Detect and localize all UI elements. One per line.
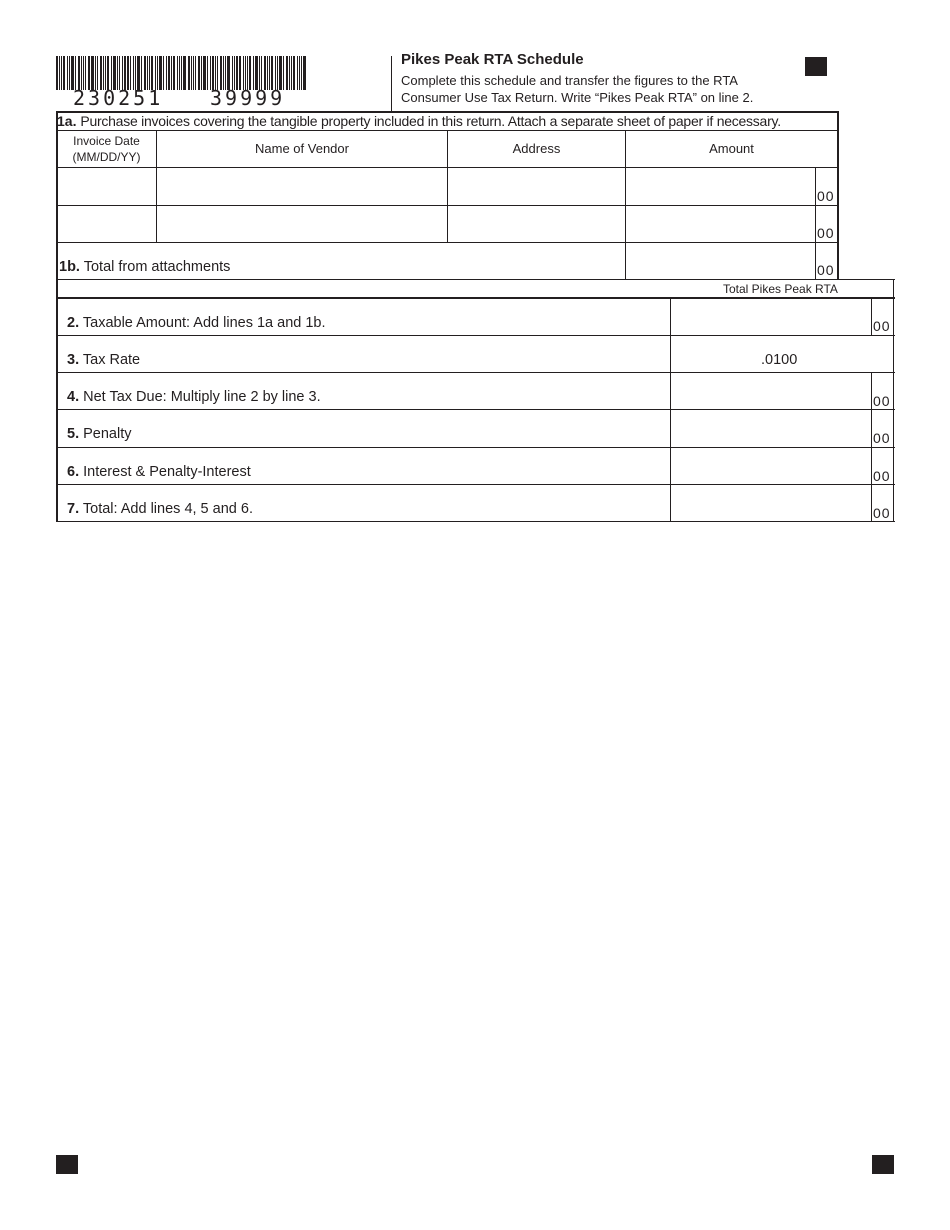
barcode-bar — [171, 56, 172, 90]
amount-field[interactable] — [627, 168, 814, 204]
line-label: Taxable Amount: Add lines 1a and 1b. — [82, 315, 326, 331]
barcode-bar — [155, 56, 156, 90]
barcode-bar — [81, 56, 82, 90]
barcode-bar — [75, 56, 76, 90]
barcode-bar — [275, 56, 276, 90]
registration-mark-bottom-left — [56, 1155, 78, 1174]
barcode-bar — [249, 56, 251, 90]
barcode-bar — [130, 56, 131, 90]
barcode-bar — [261, 56, 262, 90]
barcode-bar — [188, 56, 190, 90]
attachments-total-cents: 00 — [817, 262, 835, 278]
barcode-bar — [232, 56, 233, 90]
penalty-cents: 00 — [873, 430, 891, 446]
line-label: Net Tax Due: Multiply line 2 by line 3. — [83, 389, 321, 405]
registration-mark-top-right — [805, 57, 827, 76]
barcode-bar — [225, 56, 226, 90]
address-field[interactable] — [449, 168, 624, 204]
barcode-bar — [147, 56, 148, 90]
line-label: Total: Add lines 4, 5 and 6. — [82, 501, 253, 517]
invoice-date-format: (MM/DD/YY) — [72, 150, 141, 164]
instructions-line-1: Complete this schedule and transfer the figures to the RTA — [401, 73, 738, 88]
barcode-bar — [78, 56, 80, 90]
barcode-bar — [301, 56, 302, 90]
barcode-bar — [236, 56, 238, 90]
barcode-bar — [239, 56, 241, 90]
interest-field[interactable] — [672, 448, 870, 483]
barcode-bar — [135, 56, 136, 90]
schedule-title: Pikes Peak RTA Schedule — [401, 51, 584, 68]
vendor-name-field[interactable] — [158, 168, 446, 204]
barcode-bar — [181, 56, 182, 90]
instructions-line-2: Consumer Use Tax Return. Write “Pikes Peak RTA” on line 2. — [401, 89, 754, 105]
barcode-number-right: 39999 — [210, 86, 286, 110]
column-header-amount: Amount — [709, 141, 754, 156]
line-label: Interest & Penalty-Interest — [83, 464, 251, 480]
section-1a-label: 1a. — [57, 113, 77, 129]
barcode-bar — [245, 56, 246, 90]
barcode-bar — [299, 56, 300, 90]
barcode-bar — [255, 56, 258, 90]
barcode-bar — [227, 56, 230, 90]
barcode-bar — [269, 56, 270, 90]
registration-mark-bottom-right — [872, 1155, 894, 1174]
barcode-bar — [95, 56, 96, 90]
line-number: 5. — [67, 426, 80, 442]
barcode-bar — [111, 56, 112, 90]
barcode-bar — [97, 56, 98, 90]
totals-column-header: Total Pikes Peak RTA — [723, 282, 838, 296]
barcode-bar — [127, 56, 129, 90]
barcode-bar — [71, 56, 74, 90]
invoice-date-label: Invoice Date — [73, 134, 140, 148]
barcode-bar — [215, 56, 216, 90]
amount-field[interactable] — [627, 206, 814, 241]
barcode-bar — [207, 56, 208, 90]
barcode-bar — [61, 56, 62, 90]
line-label: Tax Rate — [82, 352, 141, 368]
barcode-bar — [223, 56, 224, 90]
barcode-bar — [85, 56, 86, 90]
barcode-bar — [63, 56, 65, 90]
address-field[interactable] — [449, 206, 624, 241]
barcode-bar — [122, 56, 123, 90]
barcode-bar — [67, 56, 68, 90]
barcode-bar — [203, 56, 206, 90]
barcode-bar — [91, 56, 94, 90]
barcode-bar — [247, 56, 248, 90]
column-header-address: Address — [512, 141, 561, 156]
barcode-bar — [271, 56, 273, 90]
barcode-bar — [59, 56, 60, 90]
barcode-bar — [141, 56, 142, 90]
invoice-date-field[interactable] — [58, 168, 155, 204]
barcode-bar — [144, 56, 146, 90]
line-number: 2. — [67, 315, 80, 331]
barcode-bar — [119, 56, 120, 90]
header-separator — [391, 56, 392, 111]
interest-cents: 00 — [873, 468, 891, 484]
attachments-total-field[interactable] — [627, 243, 814, 278]
line-number: 7. — [67, 501, 80, 517]
barcode-bar — [183, 56, 186, 90]
barcode-bar — [100, 56, 102, 90]
taxable-amount-field[interactable] — [672, 300, 870, 334]
barcode-bar — [201, 56, 202, 90]
barcode-bar — [283, 56, 284, 90]
barcode-bar — [289, 56, 290, 90]
barcode-number-left: 230251 — [73, 86, 164, 110]
barcode-bar — [303, 56, 306, 90]
section-1b-row — [59, 259, 230, 275]
barcode-bar — [137, 56, 140, 90]
line-number: 6. — [67, 464, 80, 480]
line-number: 3. — [67, 352, 80, 368]
barcode-bar — [69, 56, 70, 90]
barcode-bar — [286, 56, 288, 90]
barcode-bar — [117, 56, 118, 90]
section-1a-text: Purchase invoices covering the tangible property included in this return. Attach a separate sheet of paper if necessary. — [80, 113, 781, 129]
barcode-bar — [198, 56, 200, 90]
barcode-bar — [107, 56, 109, 90]
barcode-bar — [113, 56, 116, 90]
section-1b-label: 1b. — [59, 259, 80, 275]
barcode-bar — [83, 56, 84, 90]
barcode-bar — [163, 56, 164, 90]
barcode-bar — [149, 56, 150, 90]
total-field[interactable] — [672, 485, 870, 520]
barcode-bar — [173, 56, 175, 90]
column-header-vendor: Name of Vendor — [255, 141, 349, 156]
barcode-bar — [166, 56, 167, 90]
barcode-bar — [103, 56, 104, 90]
amount-cents: 00 — [817, 188, 835, 204]
barcode-bar — [243, 56, 244, 90]
line-7 — [67, 501, 253, 517]
barcode-bar — [217, 56, 218, 90]
line-4 — [67, 389, 321, 405]
line-label: Penalty — [83, 426, 132, 442]
section-1a-heading — [57, 113, 781, 129]
barcode-bar — [264, 56, 266, 90]
barcode-bar — [210, 56, 211, 90]
barcode-bar — [297, 56, 298, 90]
line-2 — [67, 315, 326, 331]
barcode-bar — [105, 56, 106, 90]
net-tax-due-cents: 00 — [873, 393, 891, 409]
barcode-bar — [291, 56, 292, 90]
barcode — [56, 56, 309, 90]
barcode-bar — [168, 56, 170, 90]
line-6 — [67, 464, 251, 480]
net-tax-due-field[interactable] — [672, 373, 870, 408]
section-1b-text: Total from attachments — [83, 259, 231, 275]
barcode-bar — [177, 56, 178, 90]
barcode-bar — [212, 56, 214, 90]
barcode-bar — [279, 56, 282, 90]
line-5 — [67, 426, 132, 442]
column-header-invoice-date — [57, 133, 156, 165]
barcode-bar — [157, 56, 158, 90]
barcode-bar — [193, 56, 194, 90]
total-cents: 00 — [873, 505, 891, 521]
barcode-bar — [234, 56, 235, 90]
taxable-amount-cents: 00 — [873, 318, 891, 334]
barcode-bar — [88, 56, 90, 90]
amount-cents: 00 — [817, 225, 835, 241]
schedule-instructions — [401, 73, 801, 106]
invoice-date-field[interactable] — [58, 206, 155, 241]
barcode-bar — [179, 56, 180, 90]
barcode-bar — [267, 56, 268, 90]
barcode-bar — [259, 56, 260, 90]
barcode-bar — [195, 56, 196, 90]
barcode-bar — [191, 56, 192, 90]
line-number: 4. — [67, 389, 80, 405]
barcode-bar — [159, 56, 162, 90]
barcode-bar — [151, 56, 153, 90]
barcode-bar — [124, 56, 126, 90]
tax-rate-value: .0100 — [761, 352, 798, 368]
barcode-bar — [253, 56, 254, 90]
line-3 — [67, 352, 140, 368]
barcode-bar — [133, 56, 134, 90]
vendor-name-field[interactable] — [158, 206, 446, 241]
penalty-field[interactable] — [672, 410, 870, 446]
barcode-bar — [293, 56, 295, 90]
barcode-bar — [220, 56, 222, 90]
barcode-bar — [56, 56, 58, 90]
barcode-bar — [277, 56, 278, 90]
